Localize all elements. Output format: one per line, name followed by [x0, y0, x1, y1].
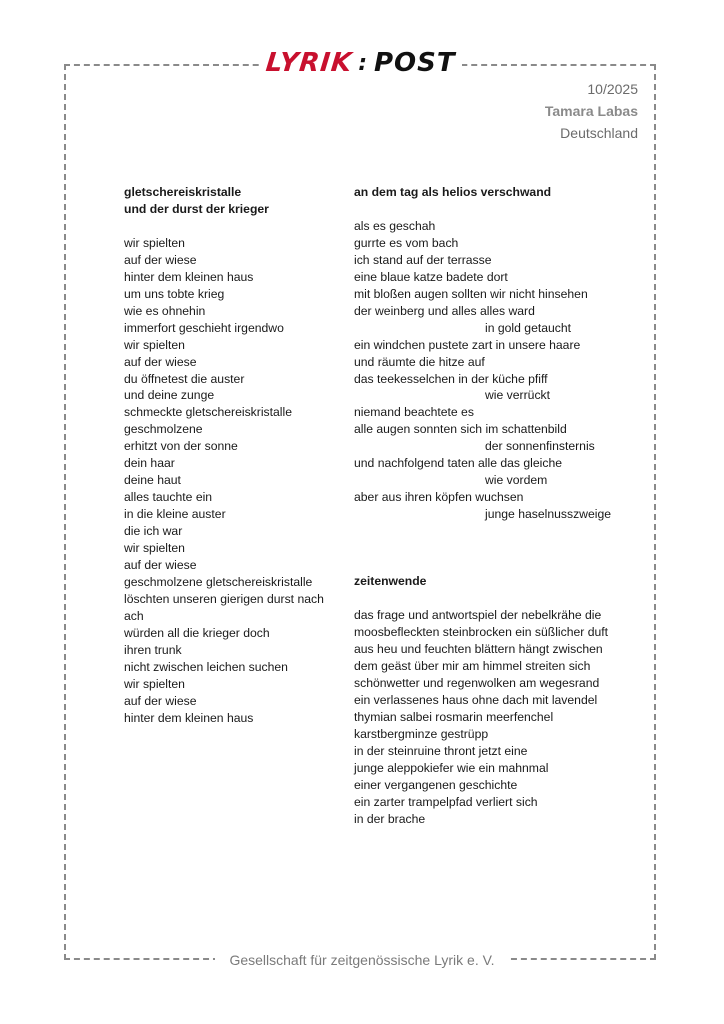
poem2-line: aber aus ihren köpfen wuchsen: [354, 490, 524, 505]
poem2-line: niemand beachtete es: [354, 405, 474, 420]
poem-column-left: [124, 184, 339, 727]
poem3-line: einer vergangenen geschichte: [354, 777, 518, 792]
poem1-line: die ich war: [124, 524, 183, 539]
poem1-line: ach: [124, 608, 144, 623]
author-name: Tamara Labas: [544, 103, 638, 119]
poem3-line: aus heu und feuchten blättern hängt zwischen: [354, 641, 603, 656]
poem1-line: dein haar: [124, 456, 175, 471]
poem1-line: auf der wiese: [124, 252, 197, 267]
poem2-title: an dem tag als helios verschwand: [354, 185, 552, 199]
poem2-line: in gold getaucht: [485, 320, 572, 335]
poem1-line: in die kleine auster: [124, 507, 226, 522]
poem1-line: nicht zwischen leichen suchen: [124, 659, 288, 674]
poem1-line: würden all die krieger doch: [124, 625, 270, 640]
poem3-line: karstbergminze gestrüpp: [354, 726, 489, 741]
poem1-line: um uns tobte krieg: [124, 286, 225, 301]
poem1-line: alles tauchte ein: [124, 490, 213, 505]
poem1-line: hinter dem kleinen haus: [124, 710, 254, 725]
lyrik-post-logo: [266, 46, 456, 80]
poem2-line: der weinberg und alles alles ward: [354, 303, 535, 318]
poem2-line: und nachfolgend taten alle das gleiche: [354, 456, 563, 471]
poem3-line: moosbefleckten steinbrocken ein süßlicher duft: [354, 625, 609, 640]
poem2-line: ich stand auf der terrasse: [354, 252, 492, 267]
poem3-line: ein zarter trampelpfad verliert sich: [354, 794, 538, 809]
poem2-line: und räumte die hitze auf: [354, 354, 485, 369]
poem3-line: junge aleppokiefer wie ein mahnmal: [354, 760, 549, 775]
poem1-line: wir spielten: [124, 541, 185, 556]
poem1-line: wir spielten: [124, 337, 185, 352]
poem1-body: [124, 235, 339, 727]
poem2-line: als es geschah: [354, 218, 436, 233]
poem-column-right: [354, 184, 624, 827]
section-spacer: [354, 523, 624, 573]
poem1-line: hinter dem kleinen haus: [124, 269, 254, 284]
poem3-line: schönwetter und regenwolken am wegesrand: [354, 675, 600, 690]
poem1-line: wie es ohnehin: [124, 303, 206, 318]
poem1-line: geschmolzene gletschereiskristalle: [124, 574, 313, 589]
poem3-line: ein verlassenes haus ohne dach mit lavendel: [354, 692, 598, 707]
poem2-line: alle augen sonnten sich im schattenbild: [354, 422, 567, 437]
poem3-line: in der brache: [354, 811, 426, 826]
poem1-line: löschten unseren gierigen durst nach: [124, 591, 324, 606]
poem1-line: wir spielten: [124, 235, 185, 250]
poem2-body: [354, 218, 624, 523]
poem1-title-line: und der durst der krieger: [124, 201, 269, 216]
poem3-line: dem geäst über mir am himmel streiten sich: [354, 658, 591, 673]
poem2-line: wie verrückt: [485, 388, 551, 403]
poem2-line: gurrte es vom bach: [354, 235, 459, 250]
logo-separator: :: [358, 50, 368, 76]
logo-post: POST: [374, 48, 456, 78]
poem1-line: ihren trunk: [124, 642, 182, 657]
poem3-body: [354, 607, 624, 827]
poem2-line: mit bloßen augen sollten wir nicht hinsehen: [354, 286, 588, 301]
poem2-line: wie vordem: [485, 473, 548, 488]
poem1-title-line: gletschereiskristalle: [124, 185, 242, 199]
poem3-line: das frage und antwortspiel der nebelkrähe die: [354, 608, 602, 623]
poem1-line: schmeckte gletschereiskristalle: [124, 405, 292, 420]
poem2-line: eine blaue katze badete dort: [354, 269, 508, 284]
poem2-line: ein windchen pustete zart in unsere haare: [354, 337, 581, 352]
poem1-line: deine haut: [124, 473, 181, 488]
poem1-line: erhitzt von der sonne: [124, 439, 238, 454]
poem1-line: und deine zunge: [124, 388, 215, 403]
poem1-line: auf der wiese: [124, 693, 197, 708]
poem2-line: junge haselnusszweige: [485, 507, 612, 522]
footer-text: Gesellschaft für zeitgenössische Lyrik e. V.: [229, 952, 495, 968]
poem3-line: thymian salbei rosmarin meerfenchel: [354, 709, 554, 724]
issue-number: 10/2025: [587, 81, 638, 97]
poem1-line: auf der wiese: [124, 558, 197, 573]
poem2-line: der sonnenfinsternis: [485, 439, 595, 454]
poem1-line: du öffnetest die auster: [124, 371, 245, 386]
logo-lyrik: LYRIK: [264, 48, 354, 78]
poem1-line: immerfort geschieht irgendwo: [124, 320, 284, 335]
poem1-line: geschmolzene: [124, 422, 203, 437]
author-country: Deutschland: [560, 125, 638, 141]
poem1-line: auf der wiese: [124, 354, 197, 369]
issue-meta: [545, 78, 638, 144]
poem3-title: zeitenwende: [354, 574, 427, 589]
poem1-line: wir spielten: [124, 676, 185, 691]
poem1-title: [124, 184, 339, 218]
poem2-line: das teekesselchen in der küche pfiff: [354, 371, 548, 386]
poem3-line: in der steinruine thront jetzt eine: [354, 743, 528, 758]
